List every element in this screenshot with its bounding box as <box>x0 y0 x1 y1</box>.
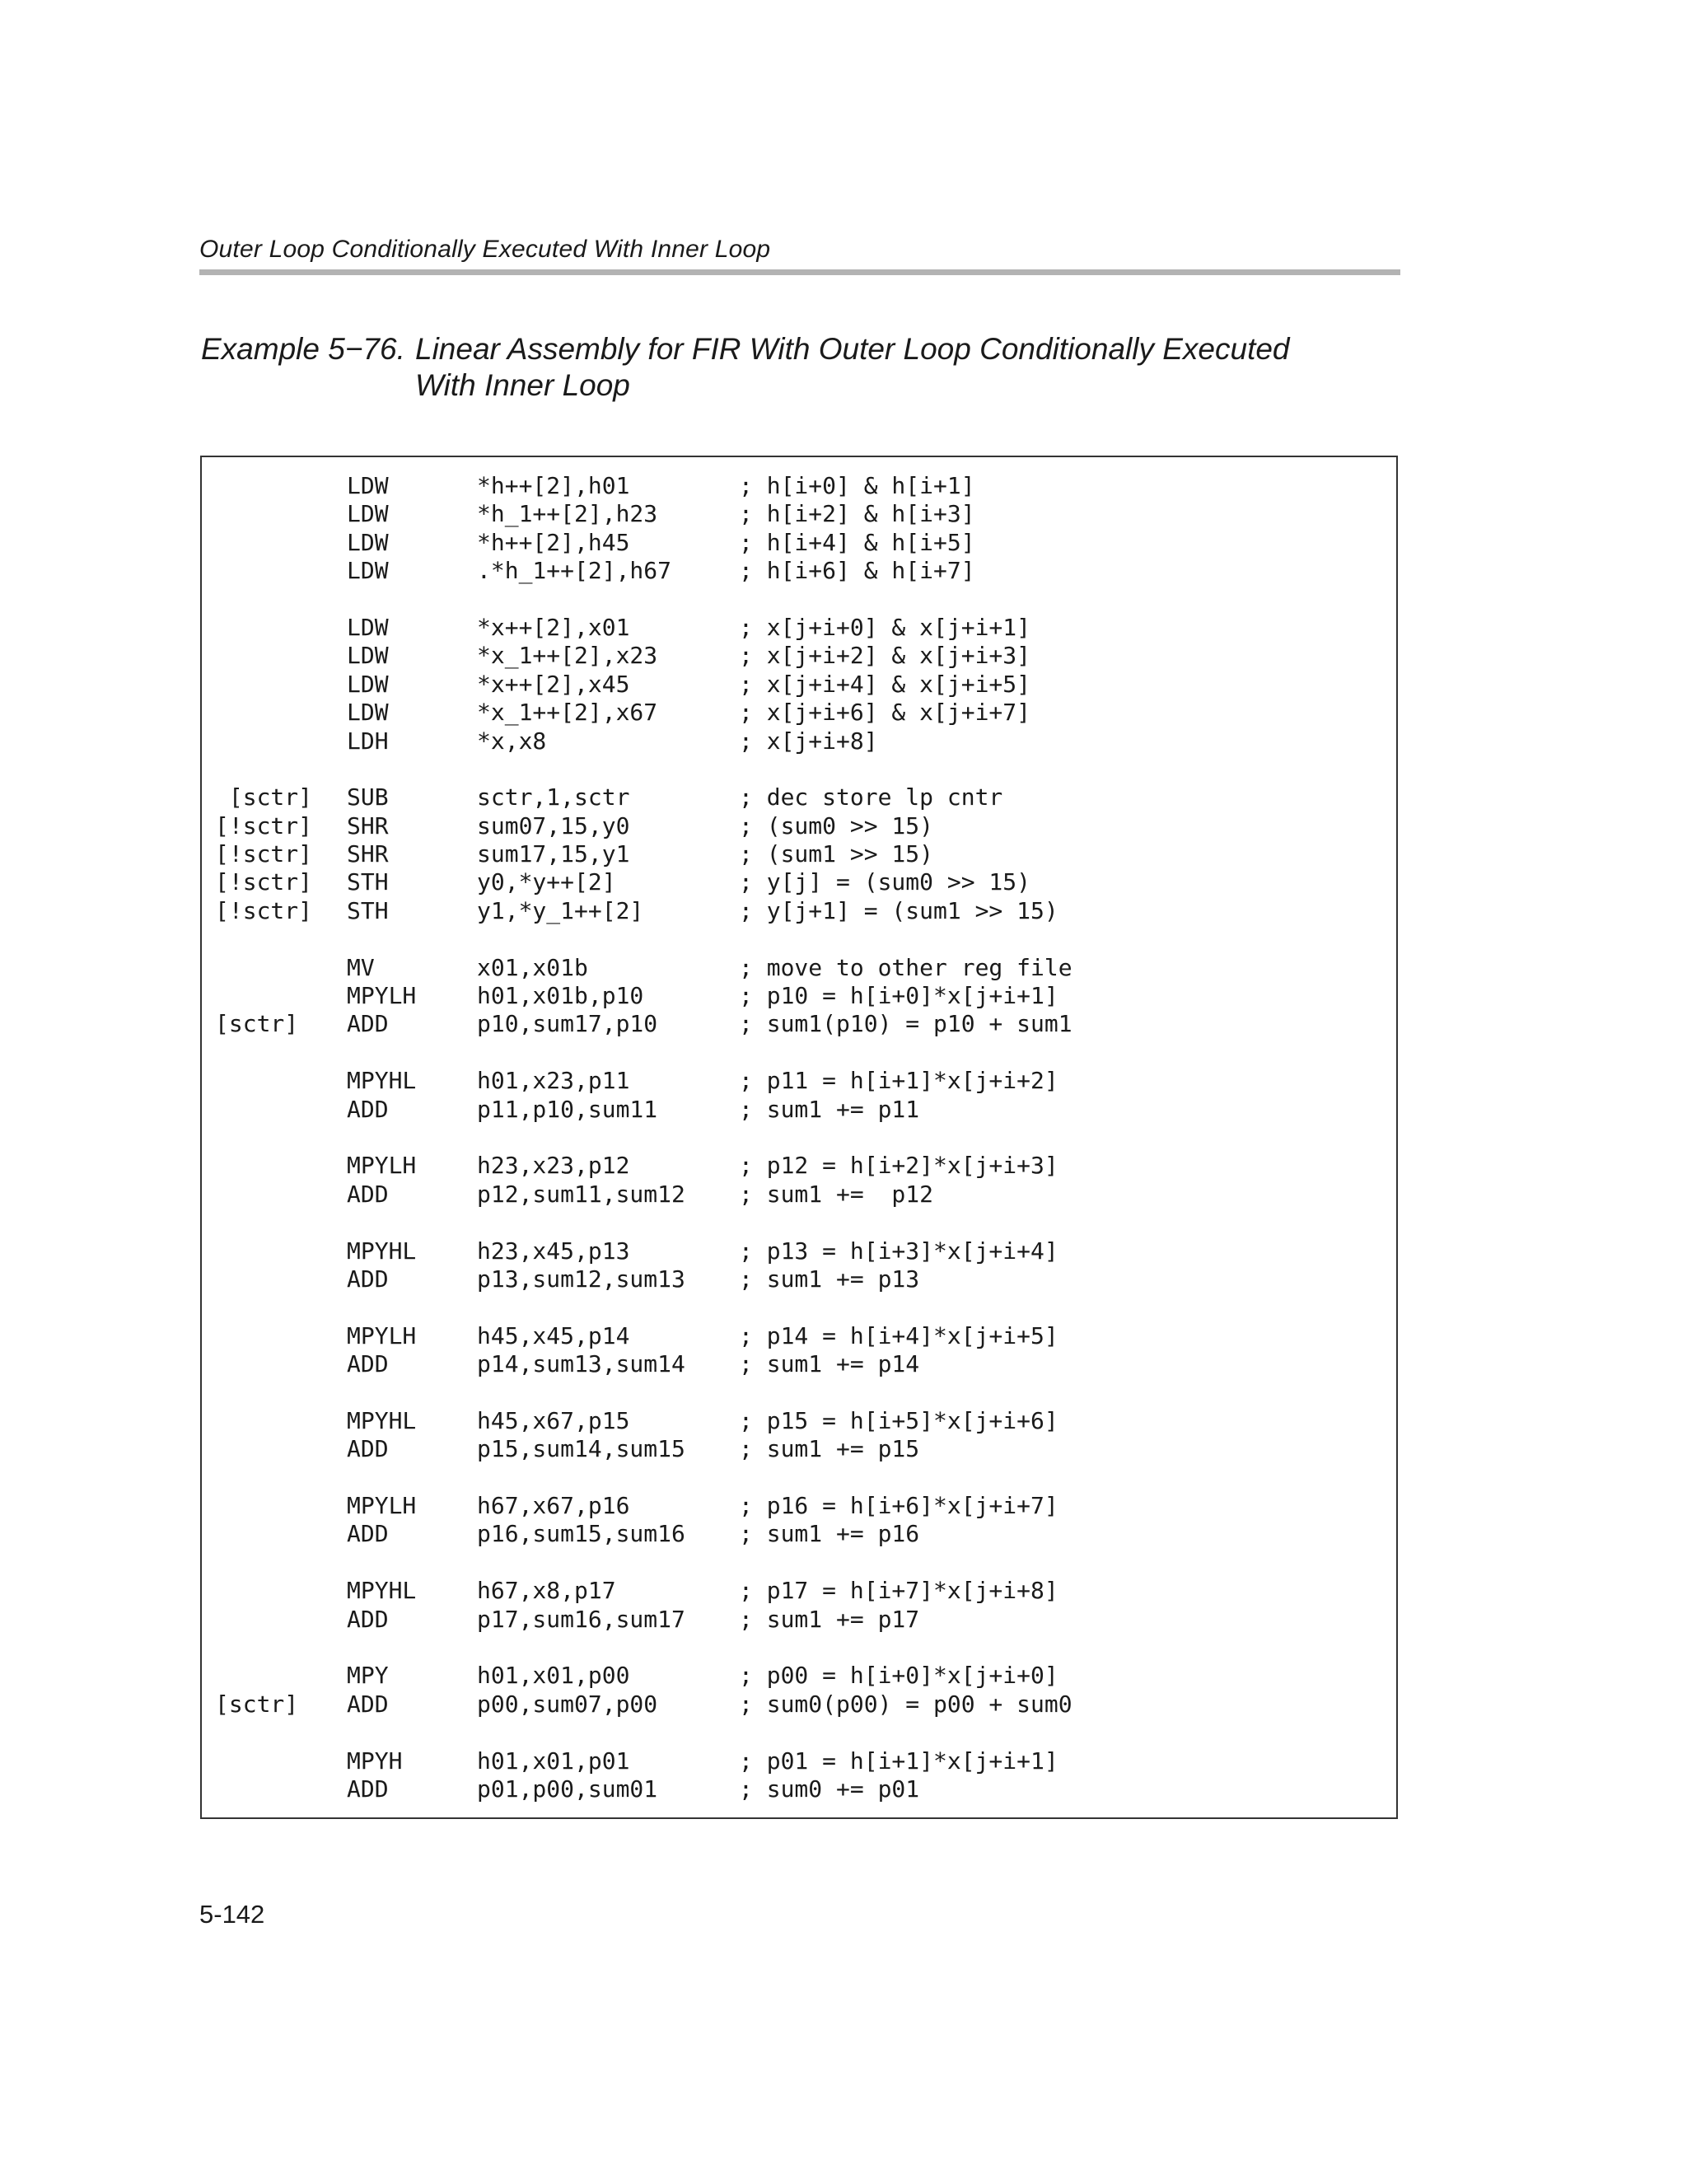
code-opcode: LDW <box>347 557 389 585</box>
code-opcode: MPYLH <box>347 982 417 1010</box>
code-opcode: ADD <box>347 1435 389 1463</box>
code-comment: ; sum1 += p15 <box>739 1435 920 1463</box>
code-opcode: LDW <box>347 472 389 499</box>
header-rule <box>199 269 1400 275</box>
code-opcode: MPY <box>347 1662 389 1690</box>
code-predicate: [sctr] <box>215 1690 299 1718</box>
code-comment: ; p16 = h[i+6]*x[j+i+7] <box>739 1492 1058 1520</box>
code-comment: ; p00 = h[i+0]*x[j+i+0] <box>739 1662 1058 1690</box>
code-comment: ; h[i+2] & h[i+3] <box>739 500 975 528</box>
code-operands: *x++[2],x45 <box>477 670 630 698</box>
code-comment: ; dec store lp cntr <box>739 783 1003 811</box>
code-comment: ; p12 = h[i+2]*x[j+i+3] <box>739 1152 1058 1180</box>
code-opcode: ADD <box>347 1775 389 1803</box>
code-comment: ; p15 = h[i+5]*x[j+i+6] <box>739 1406 1058 1434</box>
code-predicate: [!sctr] <box>215 868 313 896</box>
code-operands: h23,x23,p12 <box>477 1152 630 1180</box>
code-operands: h45,x67,p15 <box>477 1406 630 1434</box>
code-comment: ; sum1 += p17 <box>739 1605 920 1633</box>
code-opcode: ADD <box>347 1350 389 1378</box>
code-opcode: LDW <box>347 528 389 556</box>
code-operands: p01,p00,sum01 <box>477 1775 658 1803</box>
code-operands: p12,sum11,sum12 <box>477 1180 685 1208</box>
code-operands: h67,x8,p17 <box>477 1577 616 1605</box>
code-predicate: [sctr] <box>215 1010 299 1038</box>
code-predicate: [!sctr] <box>215 896 313 924</box>
code-comment: ; h[i+0] & h[i+1] <box>739 472 975 499</box>
code-operands: sctr,1,sctr <box>477 783 630 811</box>
code-operands: p15,sum14,sum15 <box>477 1435 685 1463</box>
code-comment: ; x[j+i+4] & x[j+i+5] <box>739 670 1031 698</box>
code-operands: .*h_1++[2],h67 <box>477 557 672 585</box>
code-opcode: STH <box>347 896 389 924</box>
code-comment: ; x[j+i+6] & x[j+i+7] <box>739 699 1031 727</box>
example-title-line1: Linear Assembly for FIR With Outer Loop Conditionally Executed <box>415 332 1290 366</box>
code-comment: ; sum1 += p13 <box>739 1265 920 1293</box>
code-operands: *h_1++[2],h23 <box>477 500 658 528</box>
code-operands: h23,x45,p13 <box>477 1237 630 1265</box>
code-comment: ; p11 = h[i+1]*x[j+i+2] <box>739 1067 1058 1095</box>
code-comment: ; x[j+i+2] & x[j+i+3] <box>739 642 1031 670</box>
code-operands: *x_1++[2],x67 <box>477 699 658 727</box>
code-operands: h45,x45,p14 <box>477 1321 630 1349</box>
code-operands: *h++[2],h01 <box>477 472 630 499</box>
code-opcode: MV <box>347 953 375 981</box>
code-opcode: ADD <box>347 1520 389 1548</box>
code-opcode: ADD <box>347 1095 389 1123</box>
code-opcode: ADD <box>347 1605 389 1633</box>
code-comment: ; (sum1 >> 15) <box>739 840 934 868</box>
code-operands: x01,x01b <box>477 953 588 981</box>
example-title <box>201 331 1290 404</box>
code-operands: h01,x01b,p10 <box>477 982 644 1010</box>
code-comment: ; h[i+6] & h[i+7] <box>739 557 975 585</box>
code-operands: h01,x23,p11 <box>477 1067 630 1095</box>
code-comment: ; (sum0 >> 15) <box>739 811 934 839</box>
code-opcode: LDW <box>347 699 389 727</box>
code-operands: *h++[2],h45 <box>477 528 630 556</box>
code-comment: ; p01 = h[i+1]*x[j+i+1] <box>739 1747 1058 1775</box>
code-comment: ; p10 = h[i+0]*x[j+i+1] <box>739 982 1058 1010</box>
code-predicate: [sctr] <box>215 783 313 811</box>
code-operands: p14,sum13,sum14 <box>477 1350 685 1378</box>
code-operands: *x++[2],x01 <box>477 613 630 641</box>
code-opcode: MPYH <box>347 1747 403 1775</box>
code-comment: ; x[j+i+8] <box>739 727 878 755</box>
code-operands: h01,x01,p00 <box>477 1662 630 1690</box>
code-comment: ; sum1 += p12 <box>739 1180 934 1208</box>
code-opcode: ADD <box>347 1010 389 1038</box>
code-comment: ; sum0 += p01 <box>739 1775 920 1803</box>
code-opcode: SUB <box>347 783 389 811</box>
code-operands: *x,x8 <box>477 727 547 755</box>
code-opcode: LDW <box>347 642 389 670</box>
code-opcode: MPYLH <box>347 1492 417 1520</box>
code-predicate: [!sctr] <box>215 811 313 839</box>
code-operands: p11,p10,sum11 <box>477 1095 658 1123</box>
code-operands: p00,sum07,p00 <box>477 1690 658 1718</box>
code-operands: p17,sum16,sum17 <box>477 1605 685 1633</box>
code-comment: ; y[j+1] = (sum1 >> 15) <box>739 896 1058 924</box>
code-opcode: STH <box>347 868 389 896</box>
code-operands: h01,x01,p01 <box>477 1747 630 1775</box>
code-operands: p16,sum15,sum16 <box>477 1520 685 1548</box>
code-opcode: LDH <box>347 727 389 755</box>
code-comment: ; sum1(p10) = p10 + sum1 <box>739 1010 1072 1038</box>
example-label: Example 5−76. <box>201 332 405 366</box>
code-operands: p10,sum17,p10 <box>477 1010 658 1038</box>
code-opcode: ADD <box>347 1265 389 1293</box>
code-opcode: LDW <box>347 670 389 698</box>
running-header: Outer Loop Conditionally Executed With Inner Loop <box>199 236 771 263</box>
code-opcode: MPYHL <box>347 1067 417 1095</box>
page-number: 5-142 <box>199 1900 265 1929</box>
code-comment: ; move to other reg file <box>739 953 1072 981</box>
code-comment: ; sum0(p00) = p00 + sum0 <box>739 1690 1072 1718</box>
code-opcode: SHR <box>347 811 389 839</box>
code-comment: ; sum1 += p11 <box>739 1095 920 1123</box>
code-comment: ; sum1 += p16 <box>739 1520 920 1548</box>
code-operands: h67,x67,p16 <box>477 1492 630 1520</box>
code-comment: ; p14 = h[i+4]*x[j+i+5] <box>739 1321 1058 1349</box>
code-operands: y1,*y_1++[2] <box>477 896 644 924</box>
code-comment: ; y[j] = (sum0 >> 15) <box>739 868 1031 896</box>
code-operands: p13,sum12,sum13 <box>477 1265 685 1293</box>
code-opcode: MPYLH <box>347 1321 417 1349</box>
code-comment: ; p17 = h[i+7]*x[j+i+8] <box>739 1577 1058 1605</box>
code-opcode: LDW <box>347 613 389 641</box>
code-opcode: ADD <box>347 1690 389 1718</box>
code-opcode: MPYHL <box>347 1406 417 1434</box>
code-opcode: MPYHL <box>347 1237 417 1265</box>
code-opcode: ADD <box>347 1180 389 1208</box>
code-opcode: MPYHL <box>347 1577 417 1605</box>
code-comment: ; x[j+i+0] & x[j+i+1] <box>739 613 1031 641</box>
code-comment: ; h[i+4] & h[i+5] <box>739 528 975 556</box>
code-operands: sum07,15,y0 <box>477 811 630 839</box>
code-opcode: SHR <box>347 840 389 868</box>
code-operands: *x_1++[2],x23 <box>477 642 658 670</box>
code-opcode: LDW <box>347 500 389 528</box>
example-title-line2: With Inner Loop <box>415 368 630 402</box>
code-comment: ; p13 = h[i+3]*x[j+i+4] <box>739 1237 1058 1265</box>
code-predicate: [!sctr] <box>215 840 313 868</box>
code-operands: sum17,15,y1 <box>477 840 630 868</box>
code-comment: ; sum1 += p14 <box>739 1350 920 1378</box>
code-operands: y0,*y++[2] <box>477 868 616 896</box>
code-opcode: MPYLH <box>347 1152 417 1180</box>
